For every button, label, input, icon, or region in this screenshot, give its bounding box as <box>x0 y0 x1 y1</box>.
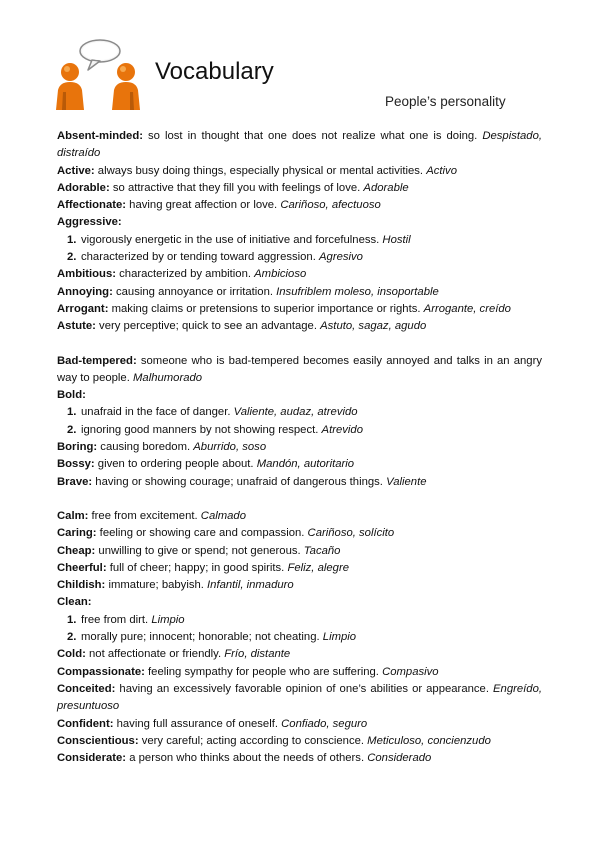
entry-translation: Ambicioso <box>254 268 307 281</box>
entry-translation: Meticuloso, concienzudo <box>367 734 491 747</box>
vocabulary-entry <box>57 474 542 491</box>
vocabulary-entry <box>57 664 542 681</box>
entry-translation: Adorable <box>363 181 409 194</box>
entry-term: Cheerful: <box>57 561 107 574</box>
entry-definition: feeling sympathy for people who are suffering. <box>144 665 383 678</box>
entry-term: Boring: <box>57 441 98 454</box>
vocabulary-entry <box>57 318 542 335</box>
entry-translation: Mandón, autoritario <box>256 458 355 471</box>
vocabulary-entry <box>57 387 542 404</box>
vocabulary-entry <box>57 716 542 733</box>
entry-definition: always busy doing things, especially physical or mental activities. <box>94 164 427 177</box>
vocabulary-section <box>57 353 542 491</box>
entry-term: Conscientious: <box>57 734 139 747</box>
entry-term: Ambitious: <box>57 268 116 281</box>
sub-number: 2. <box>67 423 77 436</box>
sub-translation: Agresivo <box>319 251 363 264</box>
entry-translation: Activo <box>426 164 457 177</box>
entry-term: Childish: <box>57 579 106 592</box>
entry-definition: full of cheer; happy; in good spirits. <box>106 561 288 574</box>
entry-definition: free from excitement. <box>88 509 201 522</box>
vocabulary-entry <box>57 681 542 716</box>
vocabulary-entry <box>57 560 542 577</box>
entry-translation: Insufriblem moleso, insoportable <box>276 285 439 298</box>
entry-translation: Cariñoso, solícito <box>307 527 395 540</box>
sub-definition-text: characterized by or tending toward aggression. <box>81 251 319 264</box>
sub-translation: Atrevido <box>321 423 363 436</box>
entry-definition: immature; babyish. <box>105 579 208 592</box>
entry-definition: someone who is bad-tempered becomes easily annoyed and talks in an angry way to people. <box>57 354 542 384</box>
entry-definition: causing boredom. <box>97 441 194 454</box>
vocabulary-entry <box>57 266 542 283</box>
vocabulary-entry <box>57 543 542 560</box>
entry-translation: Malhumorado <box>133 371 203 384</box>
vocabulary-entry <box>57 214 542 231</box>
vocabulary-list <box>57 128 542 784</box>
page-header <box>0 0 600 125</box>
entry-term: Conceited: <box>57 682 116 695</box>
entry-term: Affectionate: <box>57 199 127 212</box>
entry-definition: characterized by ambition. <box>116 268 255 281</box>
vocabulary-entry <box>57 750 542 767</box>
entry-definition: having an excessively favorable opinion of one’s abilities or appearance. <box>115 682 493 695</box>
entry-term: Compassionate: <box>57 665 145 678</box>
entry-translation: Aburrido, soso <box>193 441 267 454</box>
entry-term: Cold: <box>57 648 86 661</box>
sub-number: 1. <box>67 233 77 246</box>
vocabulary-entry <box>57 733 542 750</box>
entry-definition: feeling or showing care and compassion. <box>96 527 308 540</box>
entry-translation: Compasivo <box>382 665 439 678</box>
vocabulary-entry <box>57 508 542 525</box>
two-people-talking-icon <box>50 38 150 110</box>
sub-number: 1. <box>67 613 77 626</box>
entry-term: Considerate: <box>57 752 127 765</box>
sub-definition-text: free from dirt. <box>81 613 152 626</box>
vocabulary-entry <box>57 284 542 301</box>
entry-term: Confident: <box>57 717 114 730</box>
sub-definition <box>57 232 542 249</box>
entry-term: Arrogant: <box>57 302 109 315</box>
vocabulary-entry <box>57 456 542 473</box>
entry-translation: Cariñoso, afectuoso <box>280 199 381 212</box>
sub-definition <box>57 249 542 266</box>
vocabulary-section <box>57 508 542 767</box>
sub-translation: Limpio <box>322 631 357 644</box>
entry-definition: given to ordering people about. <box>94 458 257 471</box>
entry-definition: so lost in thought that one does not realize what one is doing. <box>142 130 483 142</box>
entry-translation: Despistado, distraído <box>57 130 542 160</box>
entry-term: Astute: <box>57 320 96 333</box>
entry-term: Brave: <box>57 475 93 488</box>
entry-translation: Frío, distante <box>224 648 291 661</box>
entry-definition: so attractive that they fill you with feelings of love. <box>109 181 364 194</box>
entry-translation: Considerado <box>367 752 432 765</box>
vocabulary-entry <box>57 594 542 611</box>
entry-definition: unwilling to give or spend; not generous. <box>95 544 304 557</box>
sub-definition <box>57 629 542 646</box>
sub-definition-text: unafraid in the face of danger. <box>81 406 234 419</box>
entry-term: Bossy: <box>57 458 95 471</box>
entry-term: Absent-minded: <box>57 130 143 142</box>
entry-definition: having full assurance of oneself. <box>113 717 282 730</box>
vocabulary-entry <box>57 439 542 456</box>
sub-definition-text: morally pure; innocent; honorable; not cheating. <box>81 631 323 644</box>
entry-definition: having or showing courage; unafraid of dangerous things. <box>92 475 387 488</box>
vocabulary-entry <box>57 197 542 214</box>
sub-number: 2. <box>67 251 77 264</box>
entry-term: Annoying: <box>57 285 113 298</box>
entry-translation: Infantil, inmaduro <box>207 579 294 592</box>
entry-definition: not affectionate or friendly. <box>85 648 225 661</box>
vocabulary-entry <box>57 180 542 197</box>
vocabulary-section <box>57 128 542 336</box>
vocabulary-entry <box>57 577 542 594</box>
entry-translation: Calmado <box>200 509 246 522</box>
entry-term: Caring: <box>57 527 97 540</box>
sub-number: 1. <box>67 406 77 419</box>
vocabulary-entry <box>57 301 542 318</box>
entry-definition: making claims or pretensions to superior importance or rights. <box>108 302 424 315</box>
entry-definition: a person who thinks about the needs of others. <box>126 752 368 765</box>
entry-term: Cheap: <box>57 544 96 557</box>
entry-term: Bold: <box>57 389 86 402</box>
entry-term: Adorable: <box>57 181 110 194</box>
vocabulary-entry <box>57 163 542 180</box>
sub-translation: Hostil <box>382 233 411 246</box>
sub-definition <box>57 404 542 421</box>
page-subtitle: People’s personality <box>385 94 506 109</box>
entry-term: Aggressive: <box>57 216 122 229</box>
sub-definition <box>57 612 542 629</box>
entry-definition: having great affection or love. <box>126 199 281 212</box>
entry-definition: very perceptive; quick to see an advantage. <box>95 320 321 333</box>
sub-definition-text: ignoring good manners by not showing respect. <box>81 423 322 436</box>
entry-term: Clean: <box>57 596 92 609</box>
sub-definition-text: vigorously energetic in the use of initiative and forcefulness. <box>81 233 383 246</box>
sub-translation: Valiente, audaz, atrevido <box>233 406 358 419</box>
entry-definition: causing annoyance or irritation. <box>112 285 277 298</box>
sub-translation: Limpio <box>151 613 185 626</box>
vocabulary-entry <box>57 128 542 163</box>
page-title: Vocabulary <box>155 58 274 85</box>
entry-translation: Confiado, seguro <box>281 717 368 730</box>
entry-translation: Tacaño <box>303 544 341 557</box>
entry-definition: very careful; acting according to conscience. <box>138 734 368 747</box>
entry-translation: Engreído, presuntuoso <box>57 682 542 713</box>
entry-translation: Astuto, sagaz, agudo <box>320 320 427 333</box>
entry-term: Active: <box>57 164 95 177</box>
sub-definition <box>57 422 542 439</box>
entry-translation: Feliz, alegre <box>287 561 349 574</box>
entry-translation: Valiente <box>386 475 427 488</box>
entry-term: Calm: <box>57 509 89 522</box>
vocabulary-entry <box>57 525 542 542</box>
entry-term: Bad-tempered: <box>57 354 137 367</box>
entry-translation: Arrogante, creído <box>423 302 511 315</box>
vocabulary-entry <box>57 353 542 388</box>
vocabulary-entry <box>57 646 542 663</box>
sub-number: 2. <box>67 631 77 644</box>
